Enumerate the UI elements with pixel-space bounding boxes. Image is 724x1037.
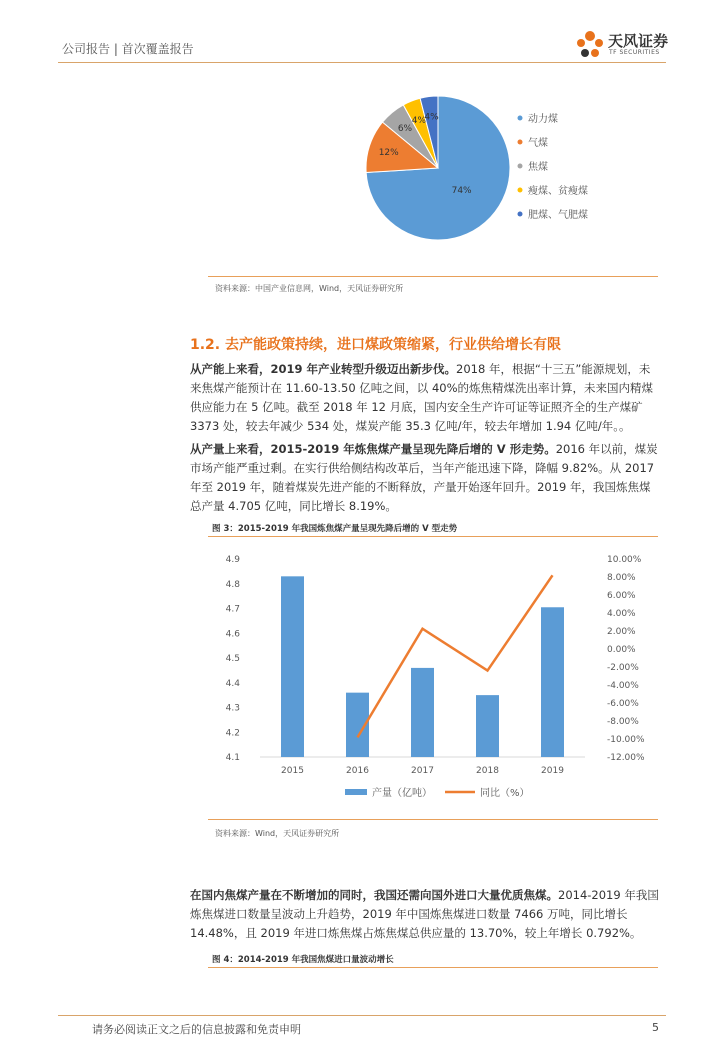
legend-label-line: 同比（%） xyxy=(480,788,530,799)
output-combo-chart xyxy=(210,545,660,805)
bar-2019 xyxy=(541,607,564,757)
section-title: 1.2. 去产能政策持续，进口煤政策缩紧，行业供给增长有限 xyxy=(190,337,561,353)
logo-subtitle: TF SECURITIES xyxy=(609,49,660,56)
yoy-line xyxy=(358,575,553,737)
bar-2017 xyxy=(411,668,434,757)
paragraph-output xyxy=(190,440,660,516)
y-tick-label-4: 4.5 xyxy=(225,654,240,664)
y-tick-label-1: 4.2 xyxy=(225,728,240,739)
y2-tick-label-5: -2.00% xyxy=(607,663,639,673)
paragraph-capacity-lead: 从产能上来看，2019 年产业转型升级迈出新步伐。 xyxy=(190,362,457,376)
pie-legend-label-0: 动力煤 xyxy=(528,114,558,125)
pie-legend-label-3: 瘦煤、贫瘦煤 xyxy=(528,186,588,197)
x-tick-label-2016: 2016 xyxy=(346,766,369,776)
header-divider xyxy=(58,62,666,63)
x-tick-label-2018: 2018 xyxy=(476,766,499,776)
pie-slice-label-2: 6% xyxy=(397,124,413,135)
pie-legend-marker-3 xyxy=(518,188,523,193)
y-tick-label-8: 4.9 xyxy=(225,555,240,565)
y-tick-label-5: 4.6 xyxy=(225,629,240,640)
paragraph-imports xyxy=(190,886,660,943)
figure-3-title: 图 3：2015-2019 年我国炼焦煤产量呈现先降后增的 V 型走势 xyxy=(212,524,458,534)
x-tick-label-2017: 2017 xyxy=(411,766,434,776)
paragraph-imports-body: 2014-2019 年我国炼焦煤进口数量呈波动上升趋势，2019 年中国炼焦煤进口数量 7466 万吨，同比增长 14.48%，且 2019 年进口炼焦煤占炼焦煤总供应量的 13.70%，较上年增长 0.792%。 xyxy=(190,888,659,940)
y-tick-label-2: 4.3 xyxy=(225,703,240,714)
bar-2015 xyxy=(281,576,304,757)
page-number: 5 xyxy=(652,1021,659,1034)
pie-source-rule xyxy=(208,276,658,277)
paragraph-imports-lead: 在国内焦煤产量在不断增加的同时，我国还需向国外进口大量优质焦煤。 xyxy=(190,888,558,902)
pie-legend-marker-1 xyxy=(518,140,523,145)
figure-4-title: 图 4：2014-2019 年我国焦煤进口量波动增长 xyxy=(212,955,394,965)
legend-marker-bar xyxy=(345,789,367,795)
y-tick-label-6: 4.7 xyxy=(225,604,240,615)
pie-slice-label-0: 74% xyxy=(451,186,472,197)
y2-tick-label-0: -12.00% xyxy=(607,753,645,763)
y2-tick-label-10: 8.00% xyxy=(607,573,636,583)
x-tick-label-2019: 2019 xyxy=(541,766,564,776)
y2-tick-label-11: 10.00% xyxy=(607,555,642,565)
pie-legend-marker-2 xyxy=(518,164,523,169)
logo-flower-icon xyxy=(572,26,608,62)
pie-legend-label-1: 气煤 xyxy=(528,138,548,149)
pie-slice-label-4: 4% xyxy=(424,112,439,123)
pie-slice-label-3: 4% xyxy=(411,115,427,126)
figure-3-source: 资料来源：Wind，天风证券研究所 xyxy=(215,829,340,838)
paragraph-capacity xyxy=(190,360,660,436)
pie-legend-marker-4 xyxy=(518,212,523,217)
figure-3-source-rule xyxy=(208,819,658,820)
figure-4-rule xyxy=(208,967,658,968)
pie-legend-label-2: 焦煤 xyxy=(528,162,548,173)
figure-3-rule xyxy=(208,536,658,537)
y2-tick-label-2: -8.00% xyxy=(607,717,639,727)
paragraph-capacity-body: 2018 年，根据“十三五”能源规划，未来焦煤产能预计在 11.60-13.50 亿吨之间，以 40%的炼焦精煤洗出率计算，未来国内精煤供应能力在 5 亿吨。截至 2018 年 12 月底，国内安全生产许可证等证照齐全的生产煤矿 3373 处，较去年减少 534 处，煤炭产能 35.3 亿吨/年，较去年增加 1.94 亿吨/年。。 xyxy=(190,362,654,433)
y-tick-label-7: 4.8 xyxy=(225,579,240,590)
paragraph-output-body: 2016 年以前，煤炭市场产能严重过剩。在实行供给侧结构改革后，当年产能迅速下降，降幅 9.82%。从 2017 年至 2019 年，随着煤炭先进产能的不断释放，产量开始逐年回升。2019 年，我国炼焦煤总产量 4.705 亿吨，同比增长 8.19%。 xyxy=(190,442,658,513)
pie-slice-label-1: 12% xyxy=(378,147,399,158)
pie-legend-label-4: 肥煤、气肥煤 xyxy=(528,210,588,221)
paragraph-output-lead: 从产量上来看，2015-2019 年炼焦煤产量呈现先降后增的 V 形走势。 xyxy=(190,442,556,456)
y-tick-label-3: 4.4 xyxy=(225,678,240,689)
header-breadcrumb: 公司报告 | 首次覆盖报告 xyxy=(62,42,194,56)
bar-2018 xyxy=(476,695,499,757)
y2-tick-label-4: -4.00% xyxy=(607,681,639,691)
pie-legend-marker-0 xyxy=(518,116,523,121)
footer-disclaimer: 请务必阅读正文之后的信息披露和免责申明 xyxy=(92,1023,301,1036)
y2-tick-label-9: 6.00% xyxy=(607,591,636,601)
logo-name: 天风证券 xyxy=(608,32,669,50)
y2-tick-label-7: 2.00% xyxy=(607,627,636,637)
y2-tick-label-6: 0.00% xyxy=(607,645,636,655)
y2-tick-label-3: -6.00% xyxy=(607,699,639,709)
legend-label-bar: 产量（亿吨） xyxy=(372,788,432,799)
y-tick-label-0: 4.1 xyxy=(225,753,240,763)
pie-source: 资料来源：中国产业信息网，Wind，天风证券研究所 xyxy=(215,284,404,293)
y2-tick-label-8: 4.00% xyxy=(607,609,636,619)
x-tick-label-2015: 2015 xyxy=(281,766,304,776)
y2-tick-label-1: -10.00% xyxy=(607,735,645,745)
footer-divider xyxy=(58,1015,666,1016)
coal-type-pie-chart xyxy=(330,88,670,258)
